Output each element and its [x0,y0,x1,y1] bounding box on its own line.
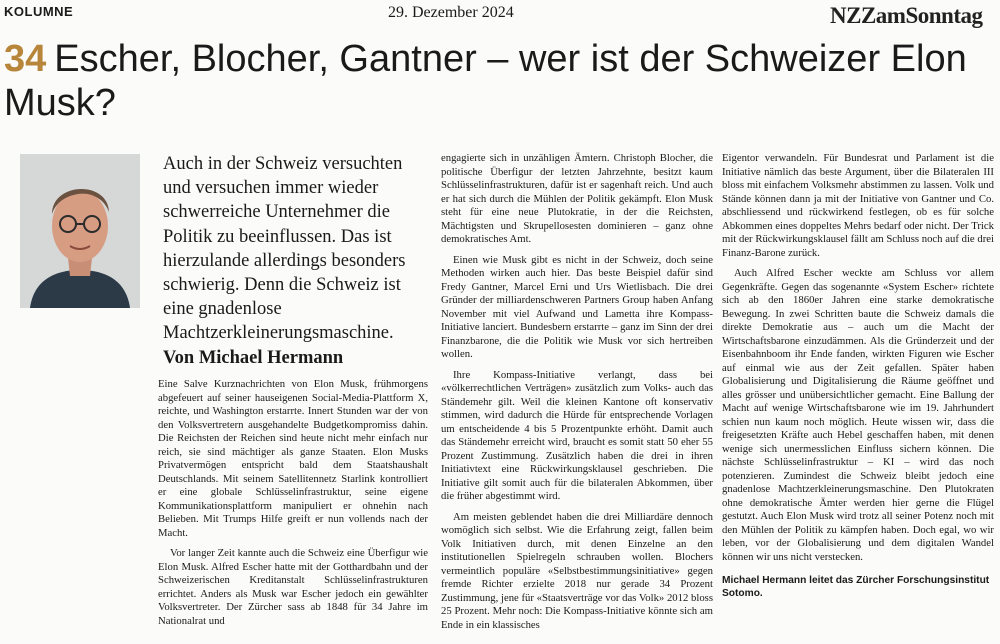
body-column-3 [722,152,994,600]
body-column-1 [158,378,428,635]
article-headline [4,37,994,125]
paragraph: Am meisten geblendet haben die drei Milliardäre dennoch womöglich sich selbst. Wie die Erfahrung zeigt, fallen beim Volk Initiativen durch, mit denen Einzelne an den institutionellen Spielregeln schrauben wollen. Blochers vermeintlich populäre «Selbstbestimmungsinitiative» gegen fremde Richter erzielte 2018 nur gerade 34 Prozent Zustimmung, jene für «Staatsverträge vor das Volk» 2012 bloss 25 Prozent. Mehr noch: Die Kompass-Initiative könnte sich am Ende in ein klassisches [441,510,713,631]
author-note: Michael Hermann leitet das Zürcher Forschungsinstitut Sotomo. [722,575,990,599]
paragraph: Auch Alfred Escher weckte am Schluss vor allem Gegenkräfte. Gegen das sogenannte «System Escher» richtete sich ab den 1860er Jahren eine starke demokratische Bewegung. In zwei Schritten baute die Schweiz damals die direkte Demokratie aus – auch um die Macht der Wirtschaftsbarone einzudämmen. Als die Gründerzeit und der Eisenbahnboom ihr Ende fanden, wirkten Figuren wie Escher auf einmal wie aus der Zeit gefallen. Später haben Globalisierung und Digitalisierung die Räume geöffnet und alles grösser und unübersichtlicher gemacht. Eine Ballung der Macht auf wenige Wirtschaftsbarone wie im 19. Jahrhundert schien nun kaum noch möglich. Heute wissen wir, dass die freigesetzten Kräfte auch Hebel geschaffen haben, mit denen wenige sich unermesslichen Einfluss sichern können. Die nächste Schlüsselinfrastruktur – KI – wird das noch potenzieren. Zumindest die Schweiz bleibt jedoch eine gnadenlose Machtzerkleinerungsmaschine. Den Plutokraten ohne demokratische Ämter werden hier gerne die Flügel gestutzt. Auch Elon Musk wird trotz all seiner Potenz noch mit den Mühlen der Politik zu kämpfen haben. Doch egal, wo wir leben, vor der Globalisierung und dem digitalen Wandel können wir uns nicht verstecken. [722,267,994,563]
paragraph: engagierte sich in unzähligen Ämtern. Christoph Blocher, die politische Überfigur der letzten Jahrzehnte, besitzt kaum Schlüsselinfrastrukturen, dafür ist er sagenhaft reich. Und auch er hat sich durch die Mühlen der Politik gekämpft. Elon Musk steht für eine neue Plutokratie, in der die Reichsten, Mächtigsten und Skrupellosesten dominieren – ganz ohne demokratisches Amt. [441,152,713,245]
paragraph: Ihre Kompass-Initiative verlangt, dass bei «völkerrechtlichen Verträgen» zusätzlich zum Volks- auch das Ständemehr gilt. Weil die kleinen Kantone oft konservativ stimmen, wird dadurch die Hürde für entsprechende Vorlagen um entscheidende 4 bis 5 Prozentpunkte erhöht. Damit auch das Ständemehr erreicht wird, braucht es somit statt 50 eher 55 Prozent Zustimmung. Zusätzlich haben die drei in ihren Initiativtext eine Rückwirkungsklausel geschrieben. Die Initiative gilt somit auch für die bilateralen Abkommen, über die früher abgestimmt wird. [441,368,713,502]
headline-title: Escher, Blocher, Gantner – wer ist der Schweizer Elon Musk? [4,38,967,124]
author-photo [20,154,140,308]
paragraph: Eine Salve Kurznachrichten von Elon Musk, frühmorgens abgefeuert auf seiner hauseigenen Social-Media-Plattform X, reichte, und Washington erstarrte. Innert Stunden war der von den Volksvertretern ausgehandelte Budgetkompromiss dahin. Die Reichsten der Reichen sind heute nicht mehr einfach nur reich, sie sind mächtiger als ganze Staaten. Elon Musks Privatvermögen entspricht bald dem Staatshaushalt Deutschlands. Mit seinem Satellitennetz Starlink kontrolliert er eine globale Schlüsselinfrastruktur, seine eigene Kommunikationsplattform manipuliert er ohnehin nach Belieben. Mit Trumps Hilfe greift er nun vollends nach der Macht. [158,378,428,539]
section-label: KOLUMNE [4,4,74,19]
body-column-2 [441,152,713,639]
author-portrait-icon [20,154,140,308]
lead-text: Auch in der Schweiz versuchten und versuchen immer wieder schwerreiche Unternehmer die Politik zu beeinflussen. Das ist hierzulande allerdings besonders schwierig. Denn die Schweiz ist eine gnadenlose Machtzerkleinerungsmaschine. [163,154,406,344]
paragraph: Eigentor verwandeln. Für Bundesrat und Parlament ist die Initiative nämlich das beste Argument, über die Bilateralen III bloss mit einfachem Volksmehr abstimmen zu lassen. Volk und Stände können dann ja mit der Initiative von Gantner und Co. abschliessend und rückwirkend festlegen, ob es für solche Abkommen eines doppeltes Mehrs bedarf oder nicht. Der Trick mit der Rückwirkungsklausel fällt am Schluss noch auf die drei Finanz-Barone zurück. [722,152,994,259]
column-number: 34 [4,38,47,80]
article-lead [163,152,423,370]
byline: Von Michael Hermann [163,347,344,368]
page-header [0,0,1000,30]
publication-date: 29. Dezember 2024 [388,4,514,21]
paragraph: Vor langer Zeit kannte auch die Schweiz eine Überfigur wie Elon Musk. Alfred Escher hatte mit der Gotthardbahn und der Schweizerischen Kreditanstalt Schlüsselinfrastrukturen errichtet. Anders als Musk war Escher jedoch ein gewählter Volksvertreter. Der Zürcher sass ab 1848 für 34 Jahre im Nationalrat und [158,547,428,627]
paragraph: Einen wie Musk gibt es nicht in der Schweiz, doch seine Methoden wirken auch hier. Das beste Beispiel dafür sind Fredy Gantner, Marcel Erni und Urs Wietlisbach. Die drei Gründer der milliardenschweren Partners Group haben Anfang November mit viel Aufwand und Lametta ihre Kompass-Initiative lanciert. Bundesbern erstarrte – ganz im Sinn der drei Finanzbarone, die die Politik wie Musk vor sich hertreiben wollen. [441,253,713,360]
newspaper-logo: NZZamSonntag [830,3,983,28]
